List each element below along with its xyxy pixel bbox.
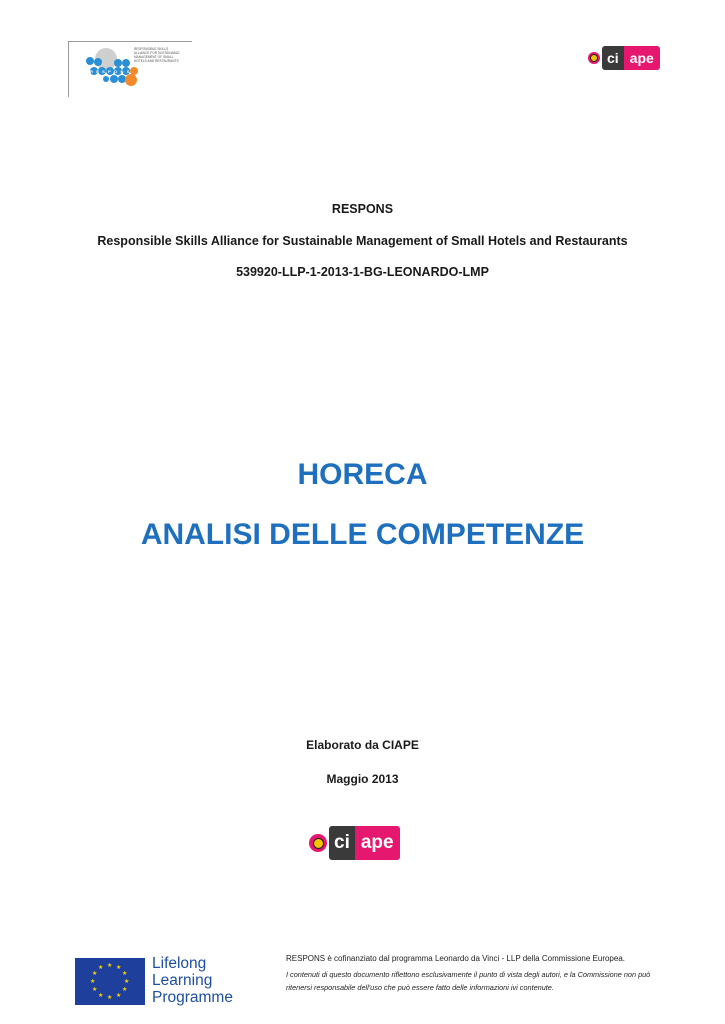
project-code: 539920-LLP-1-2013-1-BG-LEONARDO-LMP [236,265,489,279]
ciape-logo-ci: ci [329,826,355,860]
llp-logo-text: Lifelong Learning Programme [152,955,233,1006]
respons-wordmark: RESPONS [90,69,133,74]
respons-tagline: RESPONSIBLE SKILLS ALLIANCE FOR SUSTAINABLE MANAGEMENT OF SMALL HOTELS AND RESTAURANTS [134,47,180,63]
ciape-logo-ape: ape [355,826,400,860]
bee-icon [588,52,600,64]
ciape-logo-ape: ape [624,46,660,70]
respons-dots-icon [68,41,138,97]
ciape-logo-ci: ci [602,46,624,70]
document-date: Maggio 2013 [326,772,399,786]
respons-logo [68,41,192,97]
project-name: RESPONS [331,202,394,216]
bee-icon [309,834,327,852]
document-title-line2: ANALISI DELLE COMPETENZE [140,518,585,551]
ciape-logo-top [588,46,660,70]
document-title-line1: HORECA [297,458,428,491]
project-full-title: Responsible Skills Alliance for Sustainable Management of Small Hotels and Restaurants [97,234,628,248]
disclaimer-note: I contenuti di questo documento riflettono esclusivamente il punto di vista degli autori, e la Commissione non può ritenersi responsabile dell'uso che può essere fatto delle informazioni ivi contenute. [286,970,651,992]
funding-note: RESPONS è cofinanziato dal programma Leonardo da Vinci - LLP della Commissione Europea. [286,954,625,963]
eu-flag-icon: ★ ★ ★ ★ ★ ★ ★ ★ ★ ★ ★ ★ [75,958,145,1005]
ciape-logo-bottom [309,826,400,860]
document-author: Elaborato da CIAPE [306,738,419,752]
llp-logo [75,955,250,1007]
